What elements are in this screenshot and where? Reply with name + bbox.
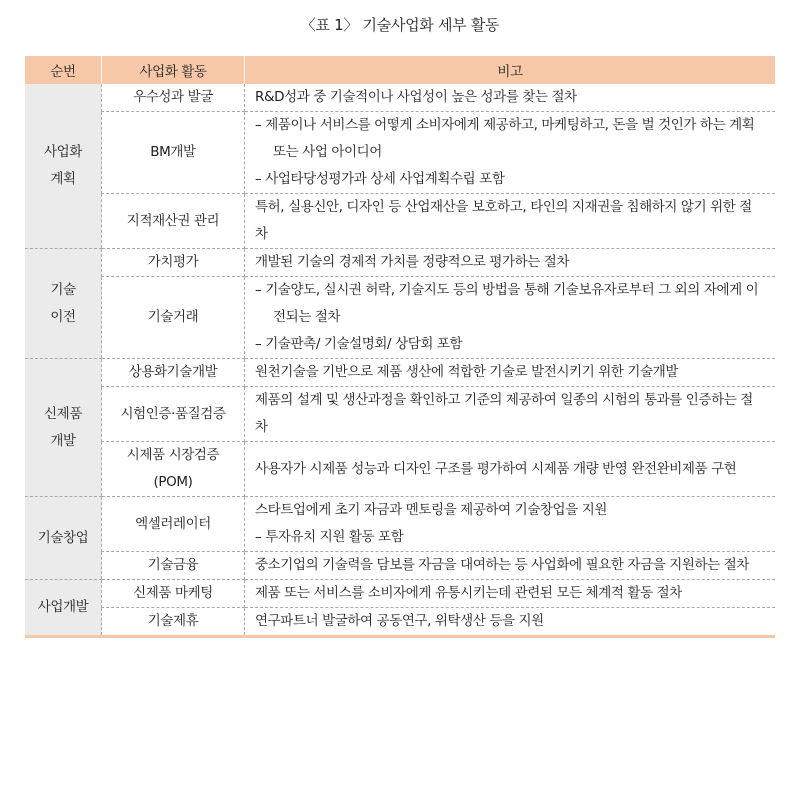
remarks-cell bbox=[245, 442, 776, 497]
remark-item bbox=[255, 456, 763, 483]
activity-label: 우수성과 발굴 bbox=[133, 89, 213, 105]
dash-marker: – bbox=[255, 282, 266, 298]
remark-item bbox=[255, 524, 763, 551]
remark-text: 특허, 실용신안, 디자인 등 산업재산을 보호하고, 타인의 지재권을 침해하지 않기 위한 절차 bbox=[255, 199, 752, 242]
remark-item bbox=[255, 166, 763, 193]
activity-label: 기술거래 bbox=[147, 309, 199, 325]
table-row bbox=[25, 387, 775, 442]
remark-text: 제품 또는 서비스를 소비자에게 유통시키는데 관련된 모든 체계적 활동 절차 bbox=[255, 585, 682, 601]
header-activity: 사업화 활동 bbox=[102, 56, 245, 84]
remarks-cell bbox=[245, 359, 776, 387]
table-header-row bbox=[25, 56, 775, 84]
remark-text: 제품이나 서비스를 어떻게 소비자에게 제공하고, 마케팅하고, 돈을 벌 것인가 하는 계획 또는 사업 아이디어 bbox=[265, 117, 755, 160]
remark-item bbox=[255, 552, 763, 579]
table-row bbox=[25, 84, 775, 112]
remark-text: 연구파트너 발굴하여 공동연구, 위탁생산 등을 지원 bbox=[255, 613, 544, 629]
remark-item bbox=[255, 497, 763, 524]
category-label: 이전 bbox=[50, 308, 76, 325]
remark-item bbox=[255, 387, 763, 441]
activity-label: 시제품 시장검증 bbox=[126, 447, 220, 463]
table-caption: 〈표 1〉 기술사업화 세부 활동 bbox=[300, 16, 500, 34]
category-cell bbox=[25, 359, 102, 497]
category-label: 사업개발 bbox=[37, 599, 89, 615]
remarks-cell bbox=[245, 387, 776, 442]
activity-label: (POM) bbox=[153, 474, 193, 490]
remarks-cell bbox=[245, 84, 776, 112]
activity-cell bbox=[102, 497, 245, 552]
remark-item bbox=[255, 84, 763, 111]
dash-marker: – bbox=[255, 336, 266, 352]
activity-cell bbox=[102, 608, 245, 637]
remarks-cell bbox=[245, 112, 776, 194]
remark-item bbox=[255, 249, 763, 276]
activity-cell bbox=[102, 277, 245, 359]
category-label: 기술 bbox=[50, 281, 76, 298]
remark-item bbox=[255, 277, 763, 331]
activity-label: 기술금융 bbox=[147, 557, 199, 573]
activity-table bbox=[25, 56, 775, 638]
category-label: 계획 bbox=[50, 171, 76, 187]
table-row bbox=[25, 442, 775, 497]
table-row bbox=[25, 497, 775, 552]
remark-text: 제품의 설계 및 생산과정을 확인하고 기준의 제공하여 일종의 시험의 통과를 인증하는 절차 bbox=[255, 392, 753, 435]
remark-item bbox=[255, 359, 763, 386]
table-row bbox=[25, 194, 775, 249]
remark-text: 기술양도, 실시권 허락, 기술지도 등의 방법을 통해 기술보유자로부터 그 외의 자에게 이전되는 절차 bbox=[265, 282, 759, 325]
remark-item bbox=[255, 194, 763, 248]
table-body bbox=[25, 84, 775, 637]
activity-cell bbox=[102, 249, 245, 277]
remark-text: R&D성과 중 기술적이나 사업성이 높은 성과를 찾는 절차 bbox=[255, 89, 577, 105]
remarks-cell bbox=[245, 580, 776, 608]
header-no: 순번 bbox=[25, 56, 102, 84]
remarks-cell bbox=[245, 608, 776, 637]
table-row bbox=[25, 249, 775, 277]
category-label: 사업화 bbox=[44, 144, 82, 160]
category-cell bbox=[25, 249, 102, 359]
table-row bbox=[25, 359, 775, 387]
table-row bbox=[25, 112, 775, 194]
header-remarks: 비고 bbox=[245, 56, 776, 84]
activity-label: 상용화기술개발 bbox=[128, 364, 218, 380]
remark-text: 사업타당성평가과 상세 사업계획수립 포함 bbox=[265, 171, 505, 187]
remark-item bbox=[255, 608, 763, 635]
activity-label: BM개발 bbox=[150, 144, 196, 160]
remark-item bbox=[255, 331, 763, 358]
remark-text: 중소기업의 기술력을 담보를 자금을 대여하는 등 사업화에 필요한 자금을 지원하는 절차 bbox=[255, 557, 749, 573]
table-row bbox=[25, 552, 775, 580]
remark-text: 사용자가 시제품 성능과 디자인 구조를 평가하여 시제품 개량 반영 완전완비제품 구현 bbox=[255, 460, 737, 477]
table-row bbox=[25, 277, 775, 359]
activity-cell bbox=[102, 387, 245, 442]
category-cell bbox=[25, 580, 102, 637]
table-row bbox=[25, 580, 775, 608]
remark-text: 기술판촉/ 기술설명회/ 상담회 포함 bbox=[265, 336, 463, 352]
category-label: 기술창업 bbox=[37, 529, 89, 546]
remarks-cell bbox=[245, 277, 776, 359]
remark-text: 원천기술을 기반으로 제품 생산에 적합한 기술로 발전시키기 위한 기술개발 bbox=[255, 364, 679, 380]
activity-cell bbox=[102, 552, 245, 580]
dash-marker: – bbox=[255, 171, 266, 187]
remark-item bbox=[255, 580, 763, 607]
dash-marker: – bbox=[255, 529, 266, 545]
category-label: 개발 bbox=[50, 432, 76, 449]
activity-label: 기술제휴 bbox=[147, 613, 199, 629]
table-row bbox=[25, 608, 775, 637]
activity-label: 신제품 마케팅 bbox=[133, 585, 213, 601]
dash-marker: – bbox=[255, 117, 266, 133]
remarks-cell bbox=[245, 497, 776, 552]
activity-label: 가치평가 bbox=[147, 254, 199, 270]
remarks-cell bbox=[245, 194, 776, 249]
remark-text: 개발된 기술의 경제적 가치를 정량적으로 평가하는 절차 bbox=[255, 254, 570, 270]
activity-cell bbox=[102, 580, 245, 608]
category-cell bbox=[25, 84, 102, 249]
category-cell bbox=[25, 497, 102, 580]
activity-cell bbox=[102, 112, 245, 194]
activity-label: 엑셀러레이터 bbox=[135, 515, 211, 532]
activity-cell bbox=[102, 442, 245, 497]
remarks-cell bbox=[245, 249, 776, 277]
activity-cell bbox=[102, 84, 245, 112]
activity-cell bbox=[102, 194, 245, 249]
activity-cell bbox=[102, 359, 245, 387]
activity-label: 시험인증·품질검증 bbox=[120, 405, 226, 422]
category-label: 신제품 bbox=[44, 405, 82, 422]
activity-label: 지적재산권 관리 bbox=[126, 212, 220, 229]
remark-text: 스타트업에게 초기 자금과 멘토링을 제공하여 기술창업을 지원 bbox=[255, 502, 608, 518]
remarks-cell bbox=[245, 552, 776, 580]
remark-text: 투자유치 지원 활동 포함 bbox=[265, 529, 404, 545]
remark-item bbox=[255, 112, 763, 166]
